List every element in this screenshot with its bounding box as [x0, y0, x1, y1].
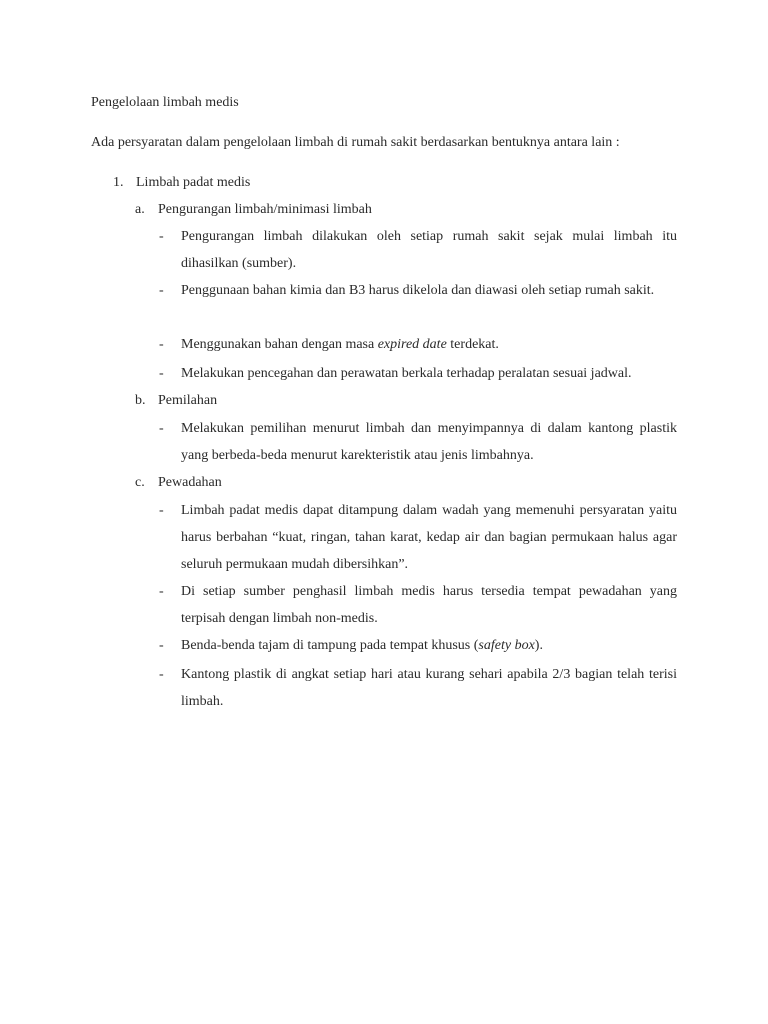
bullet-text-pre: Menggunakan bahan dengan masa — [181, 337, 378, 352]
bullet-text-italic: expired date — [377, 337, 447, 352]
bullet-item-c2: Di setiap sumber penghasil limbah medis harus tersedia tempat pewadahan yang terpisah dengan limbah non-medis. — [181, 584, 677, 626]
bullet-dash: - — [159, 584, 164, 599]
bullet-dash: - — [159, 421, 164, 436]
bullet-item-a2: Penggunaan bahan kimia dan B3 harus dikelola dan diawasi oleh setiap rumah sakit. — [181, 283, 655, 298]
document-title: Pengelolaan limbah medis — [91, 95, 239, 110]
intro-paragraph: Ada persyaratan dalam pengelolaan limbah di rumah sakit berdasarkan bentuknya antara lain : — [91, 135, 620, 150]
bullet-dash: - — [159, 366, 164, 381]
bullet-item-b1: Melakukan pemilihan menurut limbah dan menyimpannya di dalam kantong plastik yang berbeda-beda menurut karekteristik atau jenis limbahnya. — [181, 421, 677, 463]
bullet-text-italic: safety box — [478, 638, 535, 653]
subsection-heading-b: Pemilahan — [158, 393, 218, 408]
bullet-text-pre: Benda-benda tajam di tampung pada tempat khusus ( — [181, 638, 479, 653]
bullet-text-post: terdekat. — [446, 337, 499, 352]
bullet-item-a1: Pengurangan limbah dilakukan oleh setiap rumah sakit sejak mulai limbah itu dihasilkan (sumber). — [181, 229, 677, 271]
bullet-item-c3 — [181, 632, 677, 659]
sublist-letter-c: c. — [135, 475, 145, 490]
bullet-item-c4: Kantong plastik di angkat setiap hari atau kurang sehari apabila 2/3 bagian telah terisi limbah. — [181, 667, 677, 709]
bullet-dash: - — [159, 229, 164, 244]
sublist-letter-a: a. — [135, 202, 145, 217]
list-number-1: 1. — [113, 175, 124, 190]
bullet-item-a4: Melakukan pencegahan dan perawatan berkala terhadap peralatan sesuai jadwal. — [181, 366, 632, 381]
bullet-item-a3 — [181, 331, 677, 358]
bullet-text-post: ). — [534, 638, 543, 653]
bullet-dash: - — [159, 667, 164, 682]
bullet-dash: - — [159, 337, 164, 352]
bullet-dash: - — [159, 503, 164, 518]
sublist-letter-b: b. — [135, 393, 146, 408]
section-heading-limbah-padat-medis: Limbah padat medis — [136, 175, 251, 190]
subsection-heading-c: Pewadahan — [158, 475, 222, 490]
bullet-dash: - — [159, 638, 164, 653]
subsection-heading-a: Pengurangan limbah/minimasi limbah — [158, 202, 372, 217]
bullet-dash: - — [159, 283, 164, 298]
bullet-item-c1: Limbah padat medis dapat ditampung dalam wadah yang memenuhi persyaratan yaitu harus berbahan “kuat, ringan, tahan karat, kedap air dan bagian permukaan halus agar seluruh permukaan mudah dibersihkan”. — [181, 503, 677, 572]
